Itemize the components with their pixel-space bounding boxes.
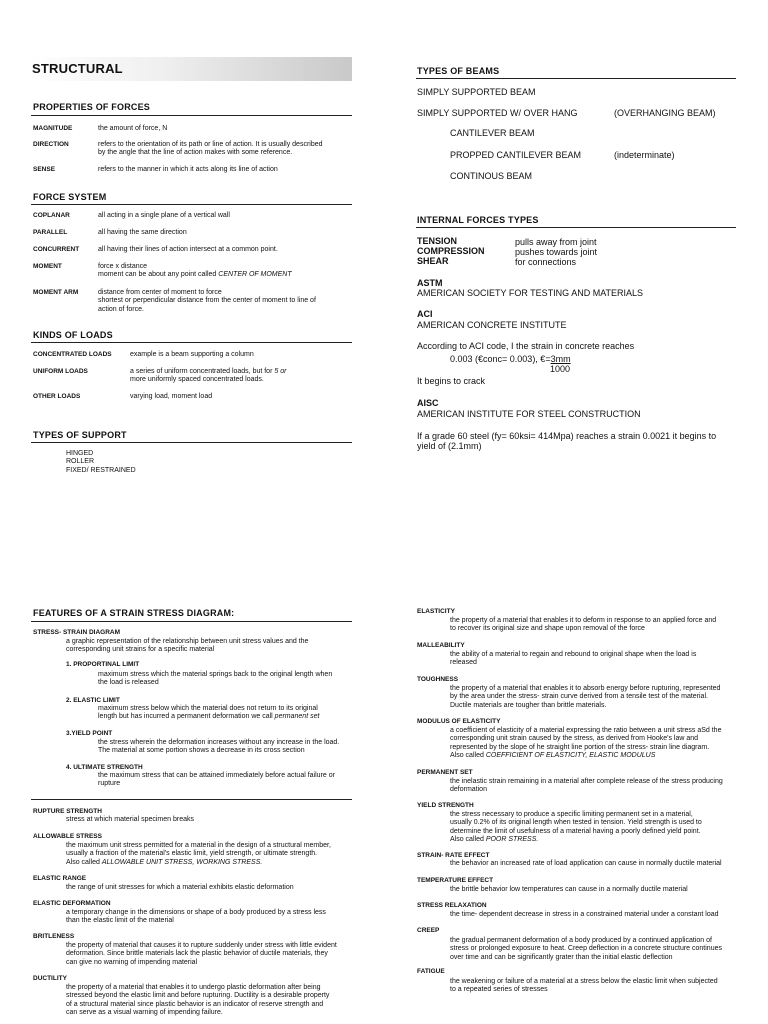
internal-rule bbox=[416, 227, 736, 228]
beams-rule bbox=[416, 78, 736, 79]
structural-title-bar bbox=[30, 57, 352, 81]
aci-formula: 0.003 (€conc= 0.003), €=3mm bbox=[450, 354, 571, 364]
term-toughness: TOUGHNESS bbox=[417, 676, 459, 683]
term-parallel: PARALLEL bbox=[33, 229, 68, 236]
aisc-full: AMERICAN INSTITUTE FOR STEEL CONSTRUCTION bbox=[417, 409, 641, 419]
term-concentrated-loads: CONCENTRATED LOADS bbox=[33, 351, 112, 358]
beam-propped-cantilever: PROPPED CANTILEVER BEAM bbox=[450, 150, 582, 160]
term-sense: SENSE bbox=[33, 166, 56, 173]
support-heading: TYPES OF SUPPORT bbox=[33, 430, 127, 440]
diagram-heading: FEATURES OF A STRAIN STRESS DIAGRAM: bbox=[33, 608, 235, 618]
def-elastic-limit: maximum stress below which the material does not return to its original length but has incurred a permanent deformation we call permanent set bbox=[98, 705, 320, 721]
term-modulus-of-elasticity: MODULUS OF ELASTICITY bbox=[417, 718, 501, 725]
def-elasticity: the property of a material that enables it to deform in response to an applied force and to recover its original size and shape upon removal of the force bbox=[450, 617, 717, 633]
aci-full: AMERICAN CONCRETE INSTITUTE bbox=[417, 320, 567, 330]
diagram-rule bbox=[31, 621, 352, 622]
def-yield-point: the stress wherein the deformation increases without any increase in the load. The material at some portion shows a decrease in its cross section bbox=[98, 739, 340, 755]
term-elastic-range: ELASTIC RANGE bbox=[33, 875, 87, 882]
support-fixed: FIXED/ RESTRAINED bbox=[66, 466, 136, 474]
def-concentrated-loads: example is a beam supporting a column bbox=[130, 351, 254, 358]
term-uniform-loads: UNIFORM LOADS bbox=[33, 368, 88, 375]
def-other-loads: varying load, moment load bbox=[130, 393, 213, 400]
beam-overhang-note: (OVERHANGING BEAM) bbox=[614, 108, 716, 118]
force-system-rule bbox=[31, 204, 352, 205]
beam-simply-supported: SIMPLY SUPPORTED BEAM bbox=[417, 87, 536, 97]
def-proportinal-limit: maximum stress which the material springs back to the original length when the load is released bbox=[98, 671, 333, 687]
def-parallel: all having the same direction bbox=[98, 229, 187, 236]
term-other-loads: OTHER LOADS bbox=[33, 393, 81, 400]
term-ultimate-strength: 4. ULTIMATE STRENGTH bbox=[66, 764, 143, 771]
term-elasticity: ELASTICITY bbox=[417, 608, 455, 615]
beam-cantilever: CANTILEVER BEAM bbox=[450, 128, 535, 138]
def-moment-arm: distance from center of moment to force shortest or perpendicular distance from the center of moment to line of action of force. bbox=[98, 289, 316, 313]
term-ductility: DUCTILITY bbox=[33, 975, 67, 982]
term-yield-point: 3.YIELD POINT bbox=[66, 730, 113, 737]
def-uniform-loads: a series of uniform concentrated loads, but for 5 or more uniformly spaced concentrated loads. bbox=[130, 368, 287, 384]
force-system-heading: FORCE SYSTEM bbox=[33, 192, 107, 202]
aci-abbr: ACI bbox=[417, 309, 433, 319]
def-temperature-effect: the brittle behavior low temperatures can cause in a normally ductile material bbox=[450, 886, 688, 893]
beam-overhang: SIMPLY SUPPORTED W/ OVER HANG bbox=[417, 108, 578, 118]
loads-rule bbox=[31, 342, 352, 343]
internal-terms: TENSION COMPRESSION SHEAR bbox=[417, 236, 485, 266]
def-stress-strain-diagram: a graphic representation of the relationship between unit stress values and the corresponding unit strains for a specific material bbox=[66, 638, 309, 654]
beams-heading: TYPES OF BEAMS bbox=[417, 66, 500, 76]
term-moment-arm: MOMENT ARM bbox=[33, 289, 79, 296]
term-moment: MOMENT bbox=[33, 263, 62, 270]
term-stress-relaxation: STRESS RELAXATION bbox=[417, 902, 487, 909]
beam-propped-note: (indeterminate) bbox=[614, 150, 675, 160]
def-elastic-deformation: a temporary change in the dimensions or shape of a body produced by a stress less than the elastic limit of the material bbox=[66, 909, 326, 925]
beam-continous: CONTINOUS BEAM bbox=[450, 171, 533, 181]
term-permanent-set: PERMANENT SET bbox=[417, 769, 473, 776]
def-rupture-strength: stress at which material specimen breaks bbox=[66, 816, 194, 823]
def-elastic-range: the range of unit stresses for which a material exhibits elastic deformation bbox=[66, 884, 294, 891]
term-temperature-effect: TEMPERATURE EFFECT bbox=[417, 877, 494, 884]
def-magnitude: the amount of force, N bbox=[98, 125, 168, 132]
term-strain-rate-effect: STRAIN- RATE EFFECT bbox=[417, 852, 490, 859]
term-elastic-limit: 2. ELASTIC LIMIT bbox=[66, 697, 120, 704]
term-coplanar: COPLANAR bbox=[33, 212, 70, 219]
def-yield-strength: the stress necessary to produce a specific limiting permanent set in a material, usually 0.2% of its original length when tested in tension. Yield strength is used to determine the limit of usefulness of a material having a poorly defined yield point. Also called POOR STRESS. bbox=[450, 811, 702, 844]
loads-heading: KINDS OF LOADS bbox=[33, 330, 113, 340]
def-fatigue: the weakening or failure of a material at a stress below the elastic limit when subjected to a repeated series of stresses bbox=[450, 978, 718, 994]
def-sense: refers to the manner in which it acts along its line of action bbox=[98, 166, 278, 173]
diagram-bottom-rule bbox=[31, 799, 352, 800]
def-direction: refers to the orientation of its path or line of action. It is usually described by the angle that the line of action makes with some reference. bbox=[98, 141, 323, 157]
term-yield-strength: YIELD STRENGTH bbox=[417, 802, 474, 809]
aisc-note: If a grade 60 steel (fy= 60ksi= 414Mpa) reaches a strain 0.0021 it begins to yield of (2.1mm) bbox=[417, 431, 717, 451]
def-malleability: the ability of a material to regain and rebound to original shape when the load is released bbox=[450, 651, 697, 667]
def-strain-rate-effect: the behavior an increased rate of load application can cause in normally ductile material bbox=[450, 860, 722, 867]
forces-rule bbox=[31, 115, 352, 116]
forces-heading: PROPERTIES OF FORCES bbox=[33, 102, 151, 112]
astm-full: AMERICAN SOCIETY FOR TESTING AND MATERIALS bbox=[417, 288, 644, 298]
def-moment: force x distance moment can be about any point called CENTER OF MOMENT bbox=[98, 263, 292, 279]
term-proportinal-limit: 1. PROPORTINAL LIMIT bbox=[66, 661, 140, 668]
term-malleability: MALLEABILITY bbox=[417, 642, 465, 649]
aci-denominator: 1000 bbox=[550, 364, 571, 374]
term-stress-strain-diagram: STRESS- STRAIN DIAGRAM bbox=[33, 629, 121, 636]
support-list bbox=[66, 450, 136, 475]
def-permanent-set: the inelastic strain remaining in a material after complete release of the stress producing deformation bbox=[450, 778, 723, 794]
term-britleness: BRITLENESS bbox=[33, 933, 75, 940]
def-stress-relaxation: the time- dependent decrease in stress in a constrained material under a constant load bbox=[450, 911, 719, 918]
def-modulus-of-elasticity: a coefficient of elasticity of a material expressing the ratio between a unit stress aSd the corresponding unit strain caused by the stress, as derived from Hooke's law and represented by the slope of he straight line portion of the stress- strain line diagram. Also called COEFFICIENT OF ELASTICITY, ELASTIC MODULUS bbox=[450, 727, 722, 760]
def-concurrent: all having their lines of action intersect at a common point. bbox=[98, 246, 278, 253]
internal-defs: pulls away from joint pushes towards joint for connections bbox=[515, 237, 598, 267]
term-rupture-strength: RUPTURE STRENGTH bbox=[33, 808, 102, 815]
aci-note: According to ACI code, I the strain in concrete reaches bbox=[417, 341, 635, 351]
support-hinged: HINGED bbox=[66, 450, 94, 457]
def-ultimate-strength: the maximum stress that can be attained immediately before actual failure or rupture bbox=[98, 772, 335, 788]
def-britleness: the property of material that causes it to rupture suddenly under stress with little evident deformation. Since brittle materials lack the plastic behavior of ductile materials, they can give no warning of impending material bbox=[66, 942, 337, 966]
aisc-abbr: AISC bbox=[417, 398, 439, 408]
term-fatigue: FATIGUE bbox=[417, 968, 445, 975]
support-roller: ROLLER bbox=[66, 458, 95, 466]
def-toughness: the property of a material that enables it to absorb energy before rupturing, represented by the area under the stress- strain curve derived from a tensile test of the material. Ductile materials are tougher than brittle materials. bbox=[450, 685, 721, 709]
term-direction: DIRECTION bbox=[33, 141, 69, 148]
internal-heading: INTERNAL FORCES TYPES bbox=[417, 215, 539, 225]
def-creep: the gradual permanent deformation of a body produced by a continued application of stress or prolonged exposure to heat. Creep deflection in a concrete structure continues over time and can be significantly grater than the initial elastic deflection bbox=[450, 937, 722, 961]
term-concurrent: CONCURRENT bbox=[33, 246, 80, 253]
support-rule bbox=[31, 442, 352, 443]
term-allowable-stress: ALLOWABLE STRESS bbox=[33, 833, 102, 840]
def-allowable-stress: the maximum unit stress permitted for a material in the design of a structural member, usually a fraction of the material's elastic limit, yield strength, or ultimate strength. Also called ALLOWABLE UNIT STRESS, WORKING STRESS. bbox=[66, 842, 331, 866]
aci-crack: It begins to crack bbox=[417, 376, 486, 386]
def-ductility: the property of a material that enables it to undergo plastic deformation after being stressed beyond the elastic limit and before rupturing. Ductility is a desirable property of a structural material since plastic behavior is an indicator of reserve strength and can serve as a visual warning of impending failure. bbox=[66, 984, 330, 1017]
term-creep: CREEP bbox=[417, 927, 440, 934]
astm-abbr: ASTM bbox=[417, 278, 443, 288]
def-coplanar: all acting in a single plane of a vertical wall bbox=[98, 212, 230, 219]
term-elastic-deformation: ELASTIC DEFORMATION bbox=[33, 900, 111, 907]
term-magnitude: MAGNITUDE bbox=[33, 125, 73, 132]
structural-title: STRUCTURAL bbox=[32, 61, 123, 76]
